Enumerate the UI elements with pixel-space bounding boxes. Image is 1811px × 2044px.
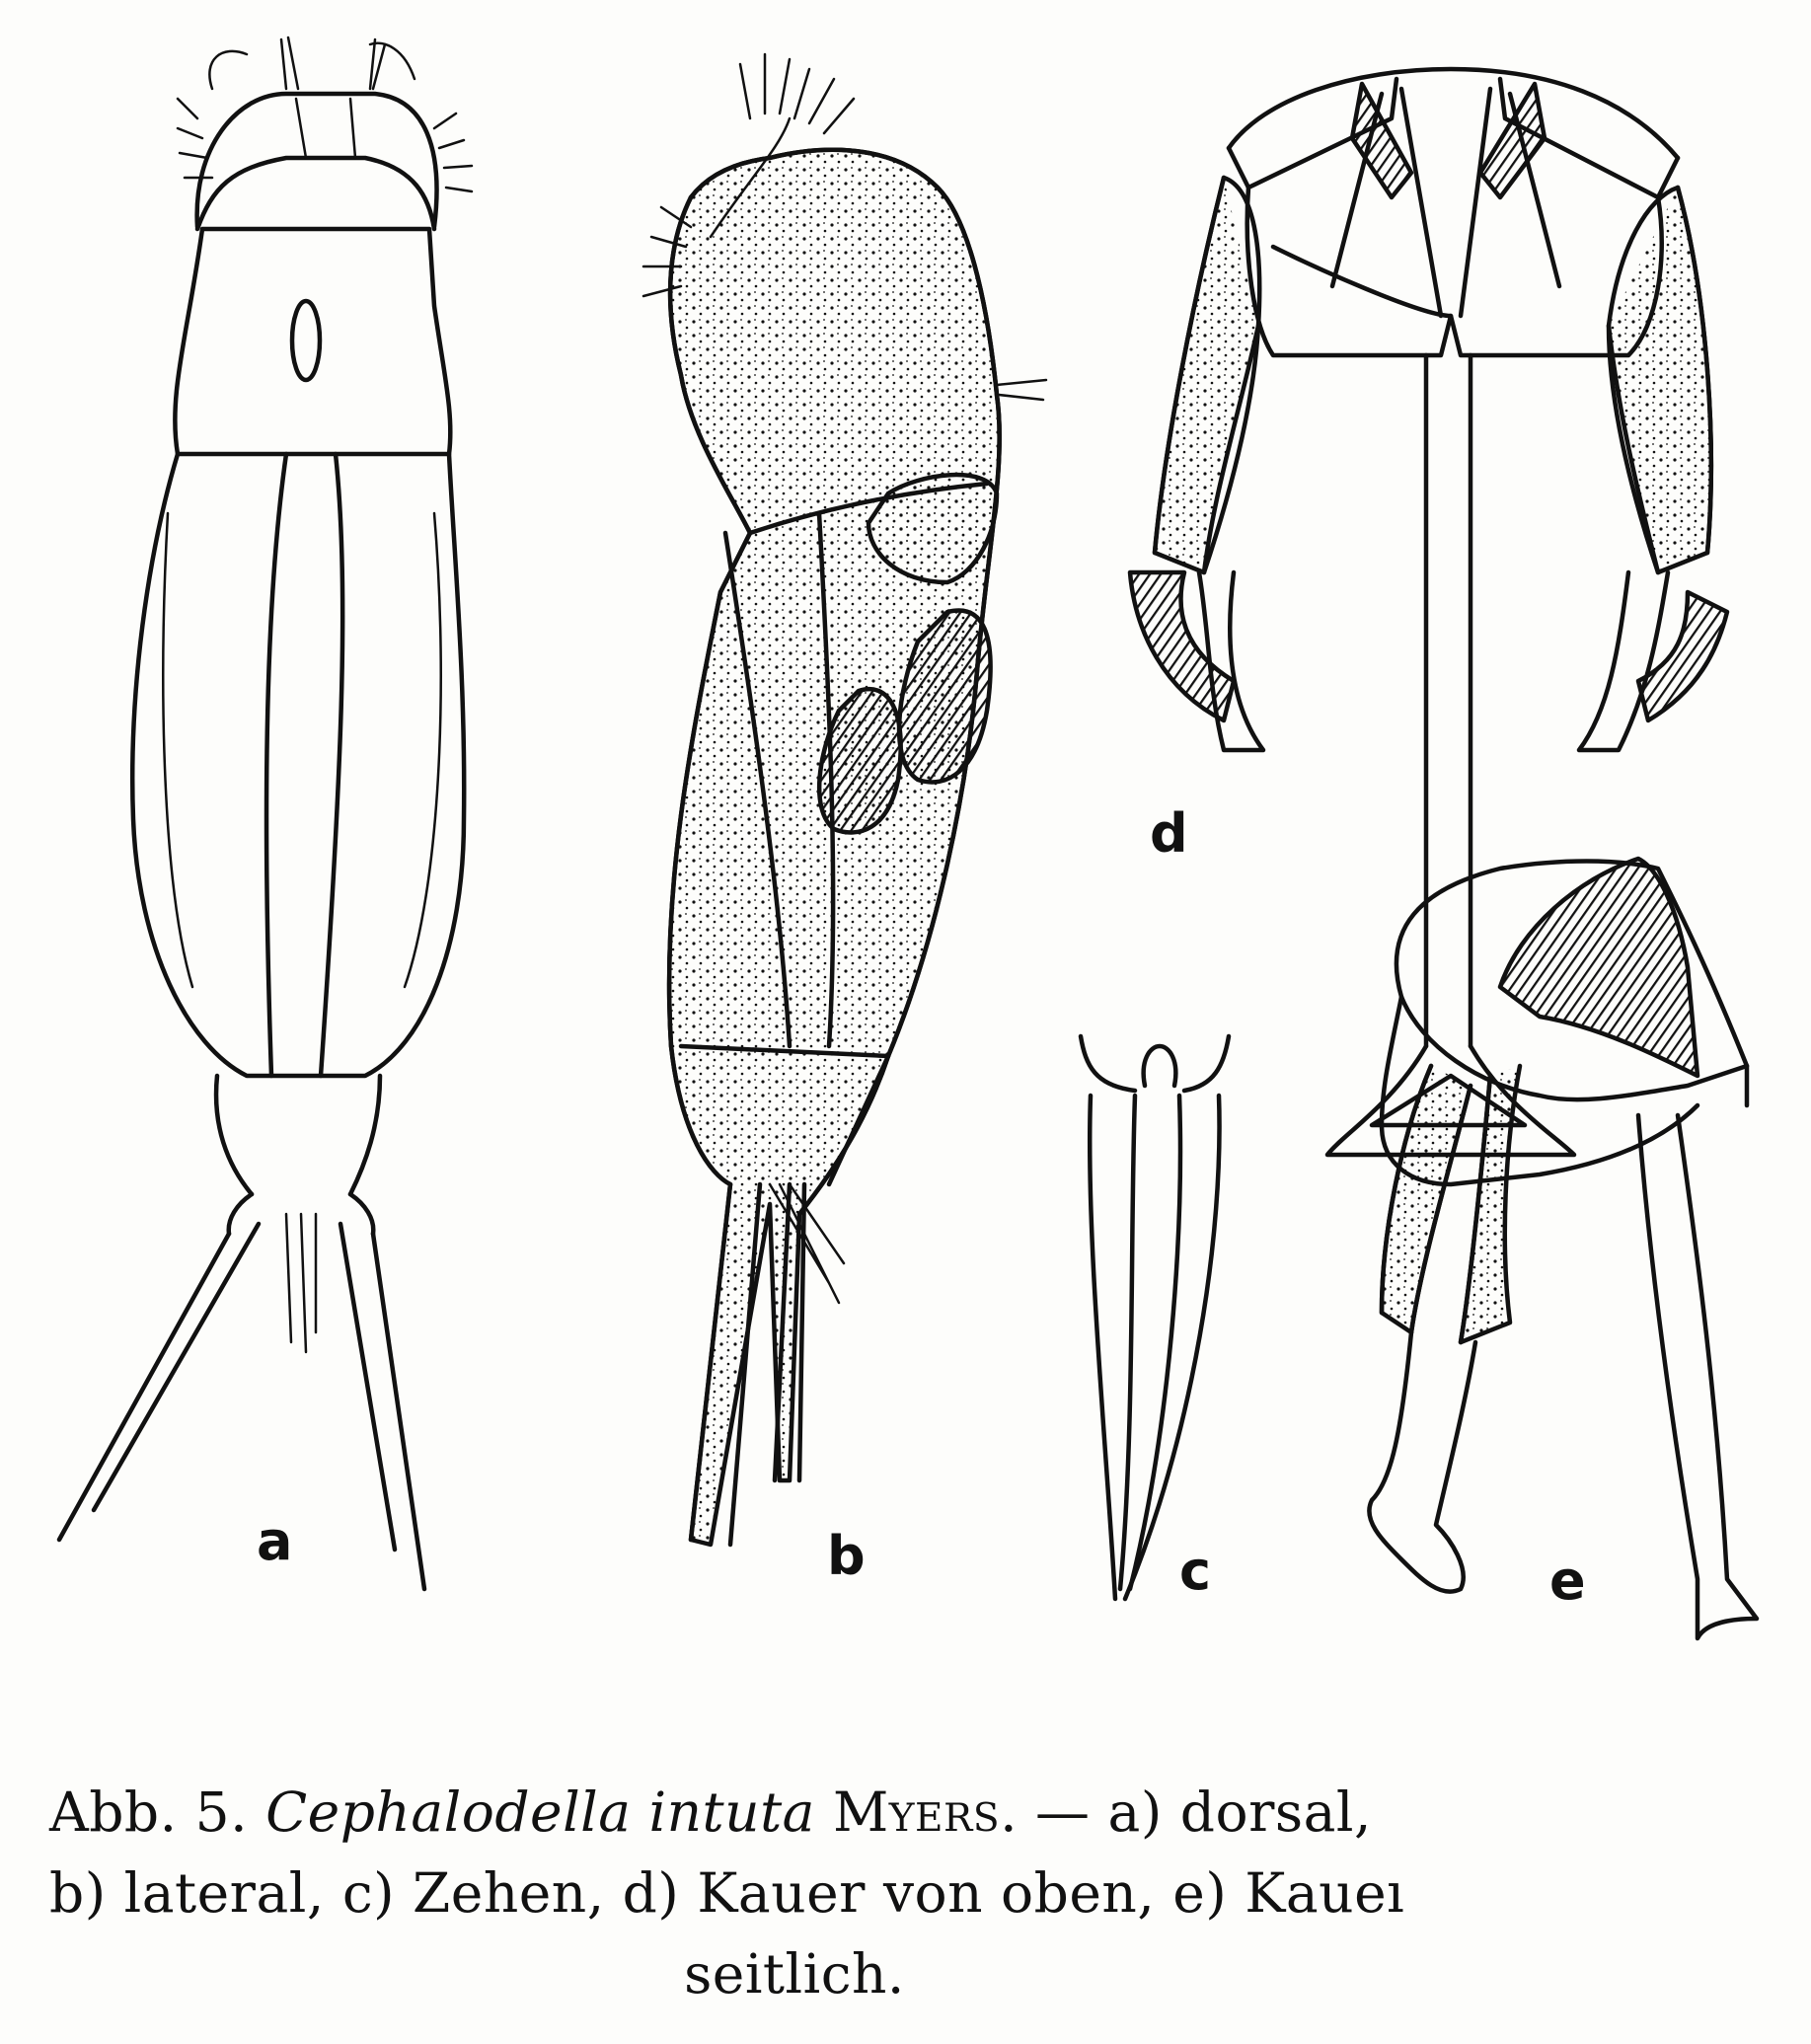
figure-label-b: b (827, 1525, 866, 1587)
caption-line1-rest: — a) dorsal, (1035, 1780, 1372, 1844)
caption-author: Myers. (832, 1780, 1019, 1844)
caption-prefix: Abb. 5. (49, 1780, 249, 1844)
figure-caption (49, 1772, 1628, 2014)
figure-label-a: a (257, 1510, 293, 1572)
figure-a-dorsal-view (59, 38, 472, 1589)
figure-label-e: e (1549, 1550, 1586, 1612)
figure-label-c: c (1179, 1540, 1212, 1602)
caption-line-1 (49, 1772, 1628, 1853)
figure-b-lateral-view (643, 54, 1046, 1545)
figure-c-toes (1081, 1036, 1229, 1602)
caption-species: Cephalodella intuta (265, 1780, 815, 1844)
figure-label-d: d (1150, 802, 1188, 865)
caption-line-2: b) lateral, c) Zehen, d) Kauer von oben, e) Kaueı (49, 1861, 1405, 1925)
caption-line-3: seitlich. (684, 1942, 905, 2006)
